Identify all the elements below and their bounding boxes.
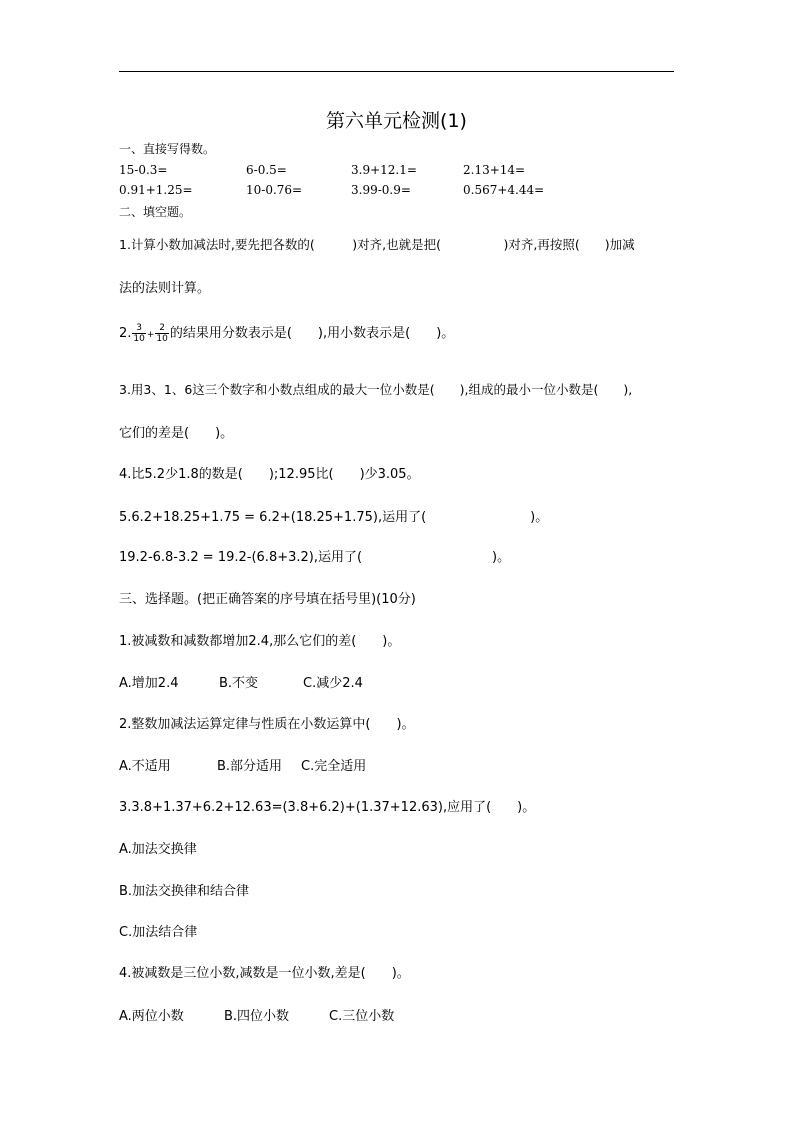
- option-c: C.三位小数: [329, 1009, 395, 1024]
- question-3-2: 2.整数加减法运算定律与性质在小数运算中( )。: [119, 717, 415, 732]
- option-a: A.增加2.4: [119, 676, 179, 691]
- calc-item: 10-0.76=: [246, 183, 303, 197]
- page-title: 第六单元检测(1): [326, 110, 467, 132]
- calc-item: 0.91+1.25=: [119, 183, 193, 197]
- question-2-1-line2: 法的法则计算。: [119, 281, 211, 296]
- calc-item: 6-0.5=: [246, 163, 287, 177]
- option-a: A.加法交换律: [119, 842, 197, 857]
- plus-sign: +: [146, 330, 155, 340]
- calc-item: 3.99-0.9=: [351, 183, 411, 197]
- options-3-2: [119, 755, 366, 774]
- options-3-4: [119, 1005, 394, 1024]
- option-c: C.加法结合律: [119, 925, 198, 940]
- section1-heading: 一、直接写得数。: [119, 142, 216, 156]
- question-number: 2.: [119, 326, 132, 341]
- calc-item: 2.13+14=: [463, 163, 526, 177]
- question-2-3-line1: 3.用3、1、6这三个数字和小数点组成的最大一位小数是( ),组成的最小一位小数是( ),: [119, 382, 633, 397]
- question-2-2: [119, 322, 454, 344]
- question-3-4: 4.被减数是三位小数,减数是一位小数,差是( )。: [119, 966, 410, 981]
- section3-heading: 三、选择题。(把正确答案的序号填在括号里)(10分): [119, 592, 416, 607]
- question-2-5-line1: 5.6.2+18.25+1.75 = 6.2+(18.25+1.75),运用了( )。: [119, 510, 549, 525]
- option-c: C.减少2.4: [303, 676, 363, 691]
- option-b: B.加法交换律和结合律: [119, 884, 250, 899]
- question-2-3-line2: 它们的差是( )。: [119, 426, 234, 441]
- question-2-4: 4.比5.2少1.8的数是( );12.95比( )少3.05。: [119, 467, 420, 482]
- option-b: B.四位小数: [224, 1009, 290, 1024]
- question-3-3: 3.3.8+1.37+6.2+12.63=(3.8+6.2)+(1.37+12.63),应用了( )。: [119, 800, 536, 815]
- option-a: A.两位小数: [119, 1009, 184, 1024]
- question-2-5-line2: 19.2-6.8-3.2 = 19.2-(6.8+3.2),运用了( )。: [119, 550, 511, 565]
- calc-item: 15-0.3=: [119, 163, 168, 177]
- section2-heading: 二、填空题。: [119, 205, 192, 219]
- fraction: $\frac{2}{10}$: [156, 323, 168, 344]
- calc-item: 0.567+4.44=: [463, 183, 545, 197]
- option-b: B.部分适用: [217, 759, 283, 774]
- option-b: B.不变: [219, 676, 259, 691]
- option-a: A.不适用: [119, 759, 171, 774]
- question-2-1-line1: 1.计算小数加减法时,要先把各数的( )对齐,也就是把( )对齐,再按照( )加减: [119, 237, 635, 252]
- option-c: C.完全适用: [301, 759, 367, 774]
- question-3-1: 1.被减数和减数都增加2.4,那么它们的差( )。: [119, 634, 401, 649]
- calc-item: 3.9+12.1=: [351, 163, 417, 177]
- options-3-1: [119, 672, 363, 691]
- fraction: $\frac{3}{10}$: [133, 323, 145, 344]
- question-text: 的结果用分数表示是( ),用小数表示是( )。: [169, 326, 455, 341]
- header-rule: [119, 71, 674, 72]
